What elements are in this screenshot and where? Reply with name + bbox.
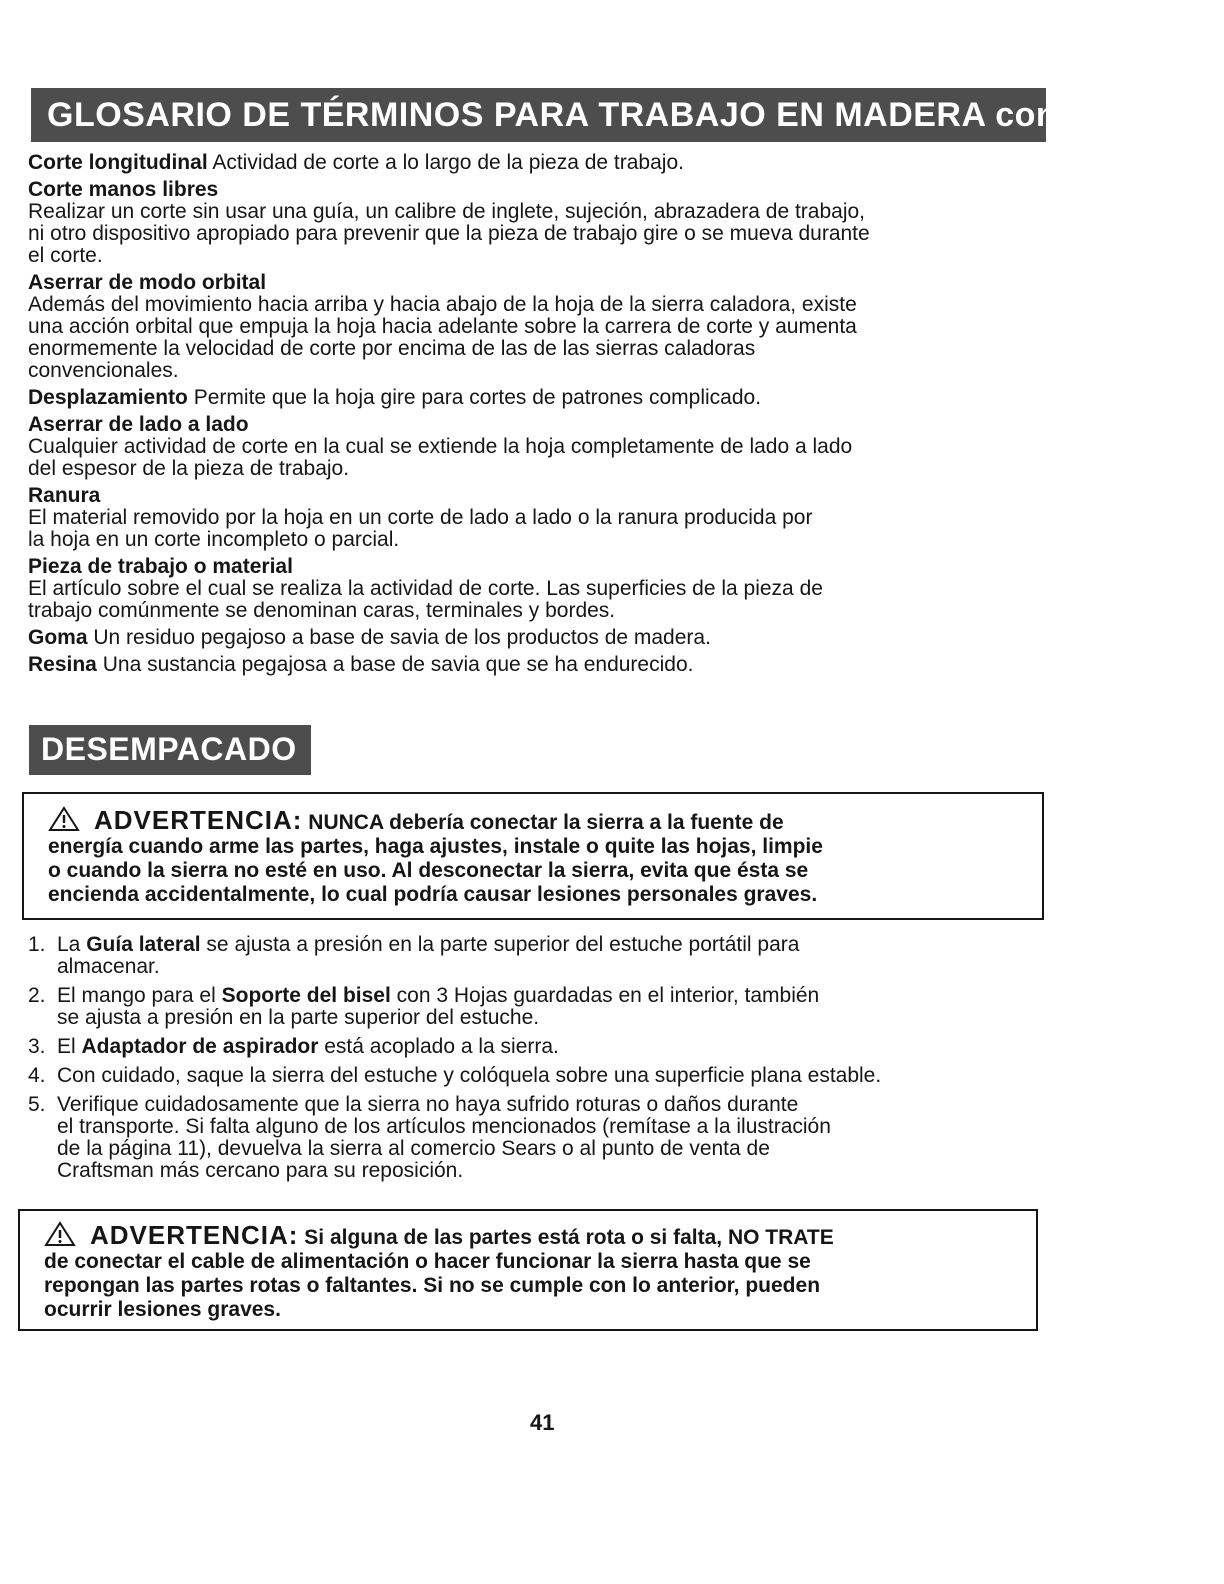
glossary-definition: Un residuo pegajoso a base de savia de los productos de madera. bbox=[93, 626, 711, 649]
glossary-definition: Cualquier actividad de corte en la cual se extiende la hoja completamente de lado a lado del espesor de la pieza de trabajo. bbox=[28, 435, 853, 480]
step-number: 2. bbox=[28, 984, 46, 1007]
glossary-term: Resina bbox=[28, 653, 97, 676]
glossary-definition: Actividad de corte a lo largo de la pieza de trabajo. bbox=[212, 151, 684, 174]
glossary-entry bbox=[28, 272, 1058, 382]
glossary-definition: Además del movimiento hacia arriba y hacia abajo de la hoja de la sierra caladora, existe una acción orbital que empuja la hoja hacia adelante sobre la carrera de corte y aumenta enormemente la velocidad de corte por encima de las de las sierras caladoras convencionales. bbox=[28, 293, 857, 382]
warning-triangle-icon bbox=[44, 1221, 76, 1247]
glossary-section-banner bbox=[31, 88, 1079, 142]
warning-text: NUNCA debería conectar la sierra a la fuente de energía cuando arme las partes, haga ajustes, instale o quite las hojas, limpie o cuando la sierra no esté en uso. Al desconectar la sierra, evita que ésta se encienda accidentalmente, lo cual podría causar lesiones personales graves. bbox=[48, 811, 823, 906]
glossary-definition: Realizar un corte sin usar una guía, un calibre de inglete, sujeción, abrazadera de trabajo, ni otro dispositivo apropiado para prevenir que la pieza de trabajo gire o se mueva durante el corte. bbox=[28, 200, 870, 267]
glossary-term: Desplazamiento bbox=[28, 386, 188, 409]
warning-text: Si alguna de las partes está rota o si falta, NO TRATE de conectar el cable de alimentación o hacer funcionar la sierra hasta que se repongan las partes rotas o faltantes. Si no se cumple con lo anterior, pueden ocurrir lesiones graves. bbox=[44, 1226, 834, 1321]
list-item: 1. La Guía lateral se ajusta a presión en la parte superior del estuche portátil para almacenar. bbox=[28, 933, 800, 978]
list-item: 4. Con cuidado, saque la sierra del estuche y colóquela sobre una superficie plana estable. bbox=[28, 1064, 882, 1087]
glossary-term: Aserrar de lado a lado bbox=[28, 413, 249, 436]
glossary-entry bbox=[28, 654, 1058, 676]
glossary-entry bbox=[28, 152, 1058, 174]
step-number: 4. bbox=[28, 1064, 46, 1087]
glossary-definition: Una sustancia pegajosa a base de savia que se ha endurecido. bbox=[102, 653, 694, 676]
glossary-term: Corte longitudinal bbox=[28, 151, 208, 174]
glossary-definition: El material removido por la hoja en un corte de lado a lado o la ranura producida por la hoja en un corte incompleto o parcial. bbox=[28, 506, 813, 551]
step-number: 1. bbox=[28, 933, 46, 956]
glossary-entry bbox=[28, 556, 1058, 622]
part-name: Soporte del bisel bbox=[221, 984, 391, 1007]
glossary-term: Corte manos libres bbox=[28, 178, 219, 201]
list-item: 5. Verifique cuidadosamente que la sierra no haya sufrido roturas o daños durante el transporte. Si falta alguno de los artículos mencionados (remítase a la ilustración de la página 11), devuelva la sierra al comercio Sears o al punto de venta de Craftsman más cercano para su reposición. bbox=[28, 1093, 831, 1182]
warning-heading: ADVERTENCIA: bbox=[90, 1220, 299, 1250]
warning-heading: ADVERTENCIA: bbox=[94, 805, 303, 835]
warning-triangle-icon bbox=[48, 806, 80, 832]
glossary-entry bbox=[28, 387, 1058, 409]
list-item: 3. El Adaptador de aspirador está acoplado a la sierra. bbox=[28, 1035, 559, 1058]
glossary-section-title: GLOSARIO DE TÉRMINOS PARA TRABAJO EN MADERA cont. bbox=[47, 96, 1079, 134]
glossary-term: Ranura bbox=[28, 484, 101, 507]
unpacking-section-banner bbox=[29, 725, 311, 775]
glossary-list bbox=[28, 152, 1058, 681]
glossary-entry bbox=[28, 485, 1058, 551]
page-number: 41 bbox=[530, 1410, 555, 1435]
glossary-term: Goma bbox=[28, 626, 88, 649]
unpacking-section-title: DESEMPACADO bbox=[41, 731, 297, 767]
part-name: Guía lateral bbox=[86, 933, 201, 956]
step-number: 3. bbox=[28, 1035, 46, 1058]
unpacking-steps-list bbox=[28, 934, 1058, 1189]
glossary-definition: Permite que la hoja gire para cortes de patrones complicado. bbox=[193, 386, 762, 409]
glossary-entry bbox=[28, 179, 1058, 267]
glossary-term: Pieza de trabajo o material bbox=[28, 555, 293, 578]
step-number: 5. bbox=[28, 1093, 46, 1116]
part-name: Adaptador de aspirador bbox=[81, 1035, 319, 1058]
glossary-entry bbox=[28, 627, 1058, 649]
warning-box bbox=[22, 792, 1044, 920]
glossary-entry bbox=[28, 414, 1058, 480]
glossary-definition: El artículo sobre el cual se realiza la actividad de corte. Las superficies de la pieza de trabajo comúnmente se denominan caras, terminales y bordes. bbox=[28, 577, 823, 622]
glossary-term: Aserrar de modo orbital bbox=[28, 271, 267, 294]
list-item: 2. El mango para el Soporte del bisel con 3 Hojas guardadas en el interior, también se ajusta a presión en la parte superior del estuche. bbox=[28, 984, 820, 1029]
warning-box bbox=[18, 1209, 1038, 1331]
